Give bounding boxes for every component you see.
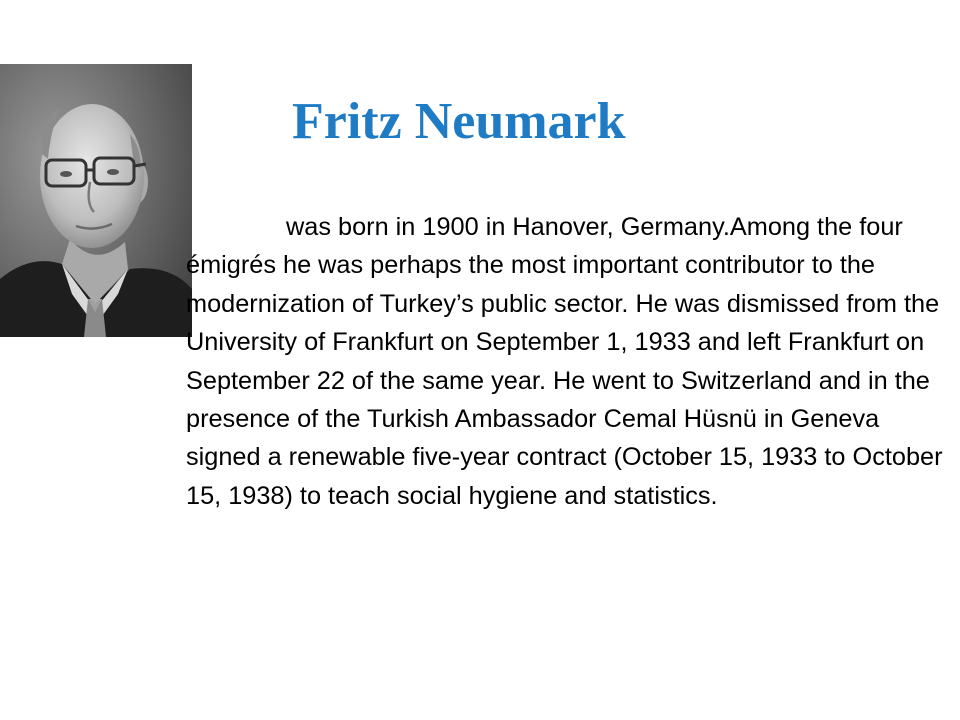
- portrait-photo: [0, 64, 192, 337]
- slide-title: Fritz Neumark: [292, 93, 626, 150]
- biography-paragraph: was born in 1900 in Hanover, Germany.Among the four émigrés he was perhaps the most important contributor to the modernization of Turkey’s public sector. He was dismissed from the University of Frankfurt on September 1, 1933 and left Frankfurt on September 22 of the same year. He went to Switzerland and in the presence of the Turkish Ambassador Cemal Hüsnü in Geneva signed a renewable five-year contract (October 15, 1933 to October 15, 1938) to teach social hygiene and statistics.: [186, 213, 943, 510]
- portrait-illustration: [0, 64, 192, 337]
